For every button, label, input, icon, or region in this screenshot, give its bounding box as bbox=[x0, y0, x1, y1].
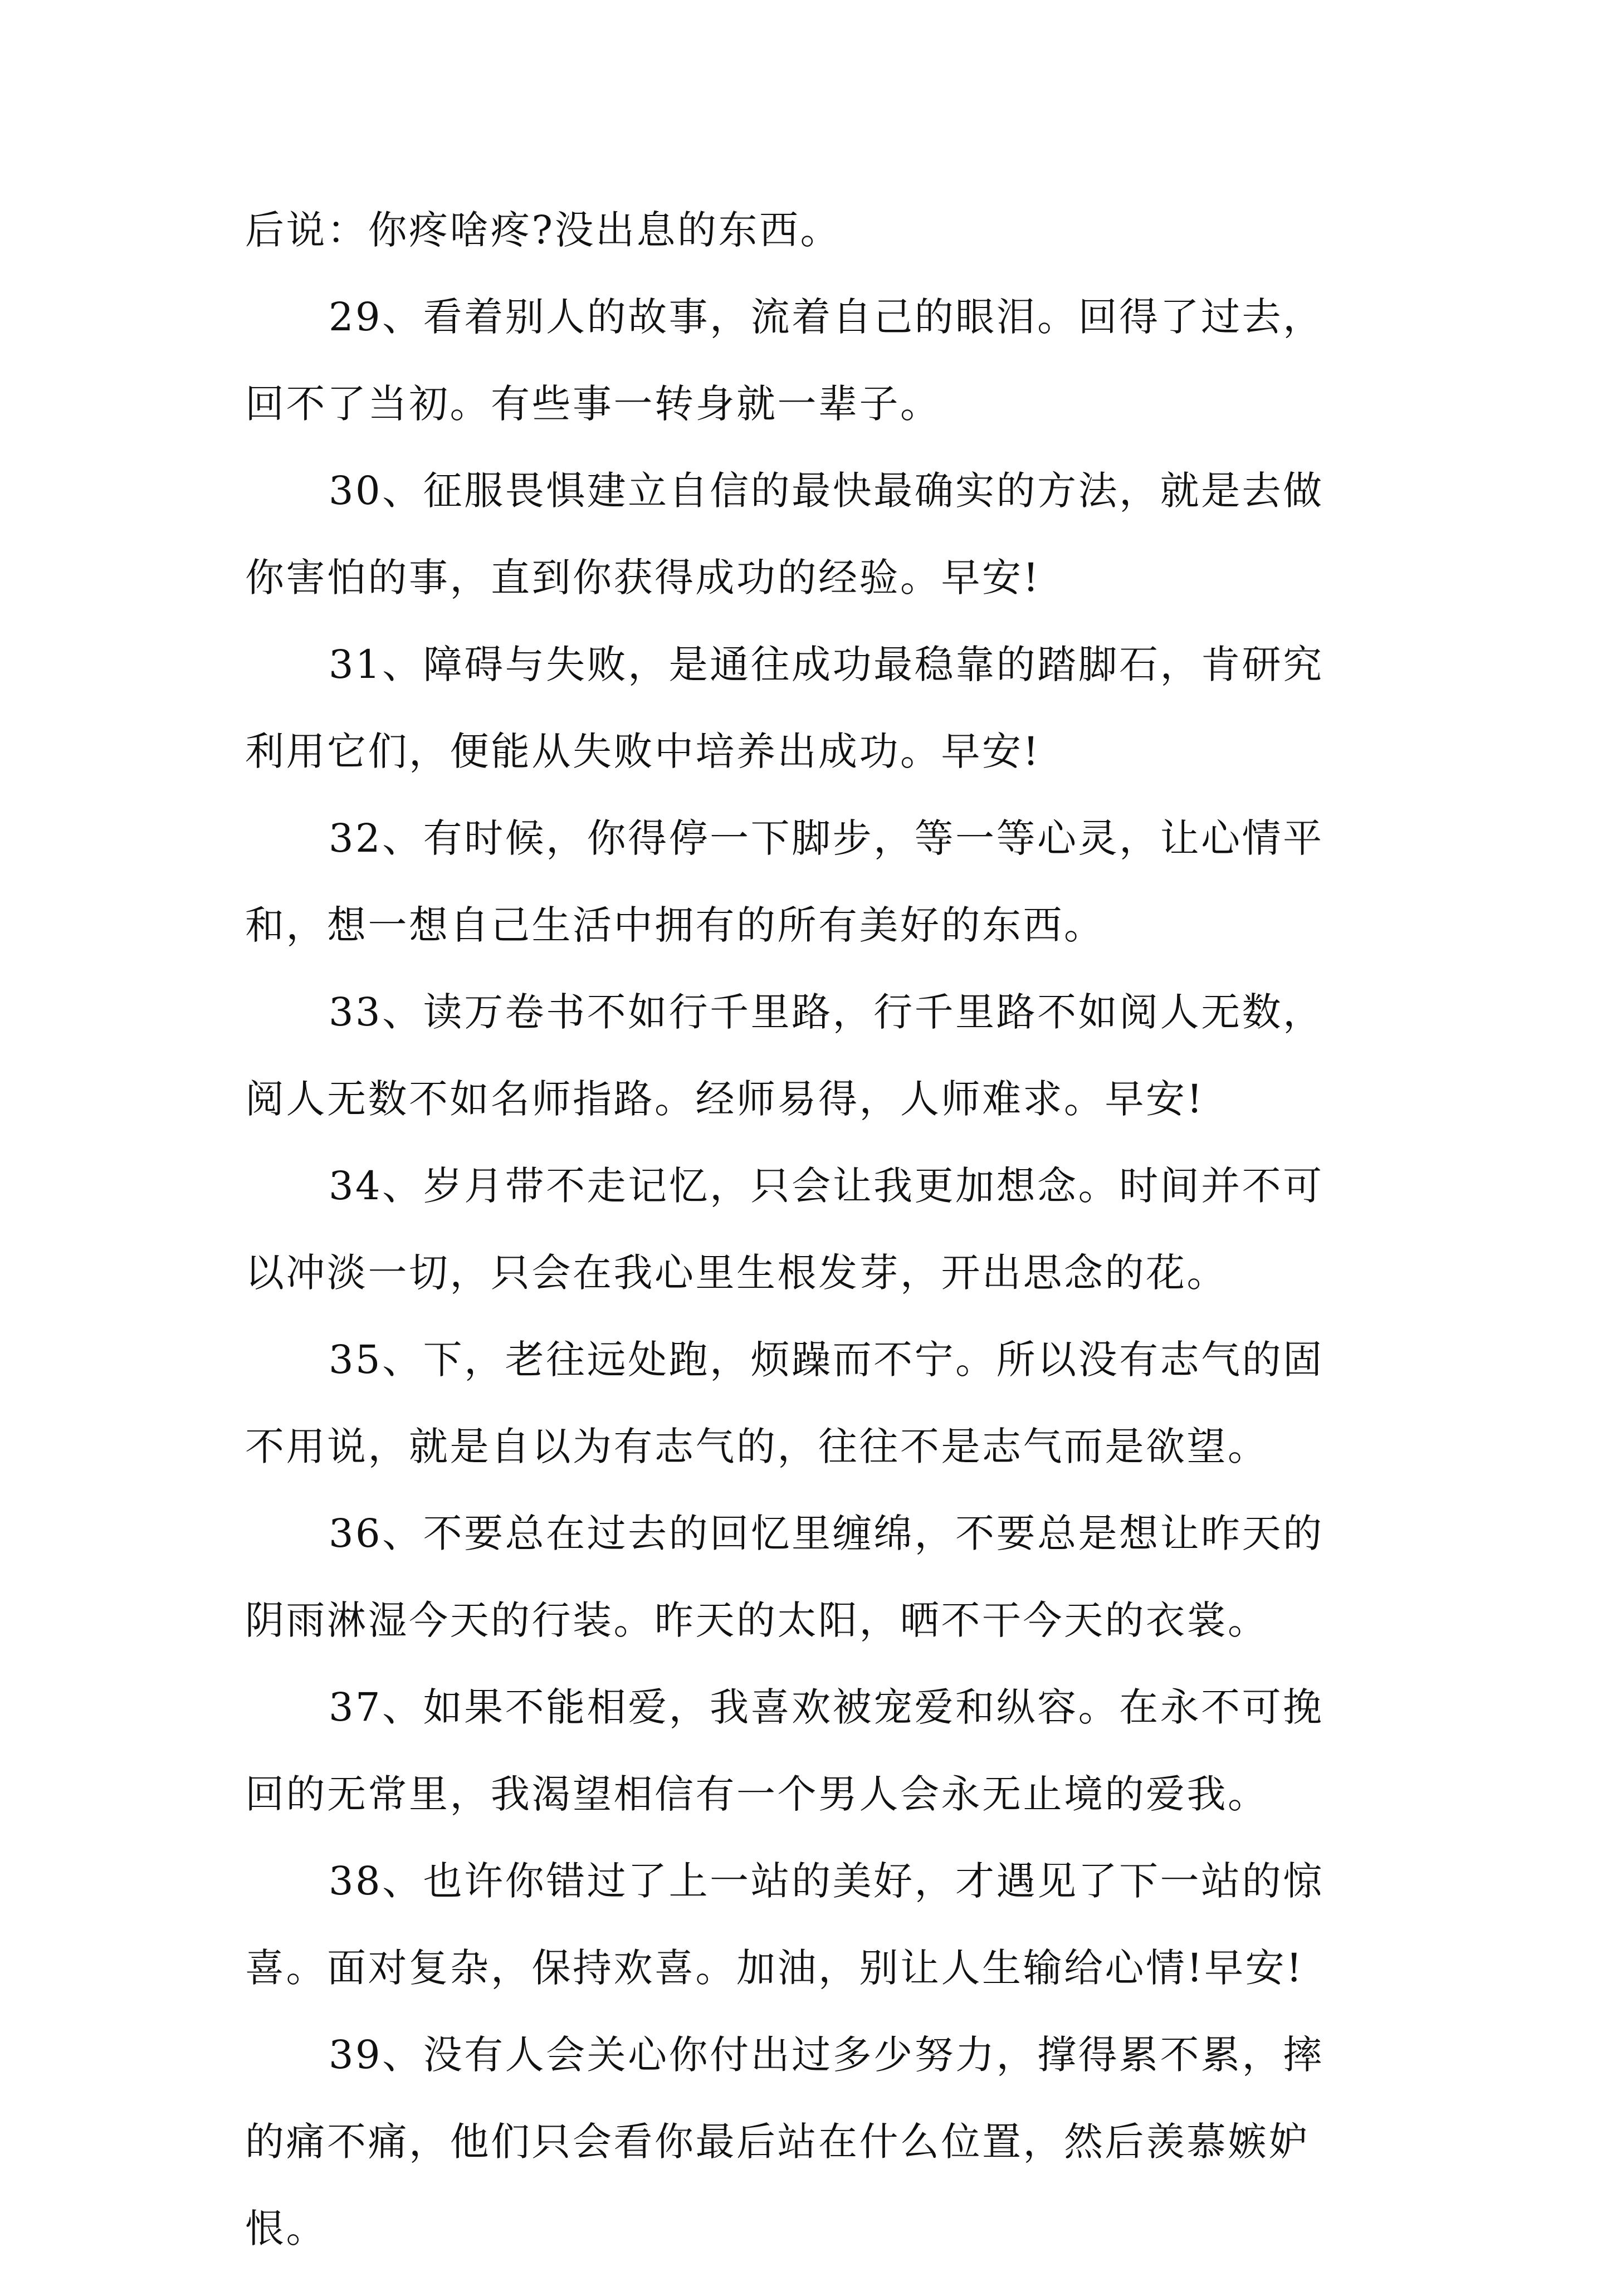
text-line: 利用它们，便能从失败中培养出成功。早安! bbox=[245, 729, 1041, 774]
text-line: 30、征服畏惧建立自信的最快最确实的方法，就是去做 bbox=[329, 468, 1324, 514]
text-line: 32、有时候，你得停一下脚步，等一等心灵，让心情平 bbox=[329, 815, 1324, 861]
text-line: 回的无常里，我渴望相信有一个男人会永无止境的爱我。 bbox=[245, 1771, 1269, 1817]
text-line: 31、障碍与失败，是通往成功最稳靠的踏脚石，肯研究 bbox=[329, 642, 1324, 687]
text-line: 39、没有人会关心你付出过多少努力，撑得累不累，摔 bbox=[329, 2032, 1324, 2078]
text-line: 后说：你疼啥疼?没出息的东西。 bbox=[245, 207, 842, 253]
text-line: 38、也许你错过了上一站的美好，才遇见了下一站的惊 bbox=[329, 1858, 1324, 1904]
text-line: 的痛不痛，他们只会看你最后站在什么位置，然后羡慕嫉妒 bbox=[245, 2119, 1310, 2165]
text-line: 33、读万卷书不如行千里路，行千里路不如阅人无数， bbox=[329, 989, 1324, 1035]
text-line: 以冲淡一切，只会在我心里生根发芽，开出思念的花。 bbox=[245, 1250, 1228, 1296]
text-line: 恨。 bbox=[245, 2206, 327, 2251]
text-line: 你害怕的事，直到你获得成功的经验。早安! bbox=[245, 555, 1041, 600]
text-line: 35、下，老往远处跑，烦躁而不宁。所以没有志气的固 bbox=[329, 1337, 1324, 1383]
text-line: 阅人无数不如名师指路。经师易得，人师难求。早安! bbox=[245, 1076, 1205, 1122]
text-line: 喜。面对复杂，保持欢喜。加油，别让人生输给心情!早安! bbox=[245, 1945, 1304, 1991]
text-line: 回不了当初。有些事一转身就一辈子。 bbox=[245, 381, 941, 427]
text-line: 36、不要总在过去的回忆里缠绵，不要总是想让昨天的 bbox=[329, 1511, 1324, 1556]
body-text bbox=[245, 207, 1376, 2296]
text-line: 34、岁月带不走记忆，只会让我更加想念。时间并不可 bbox=[329, 1163, 1324, 1209]
text-line: 阴雨淋湿今天的行装。昨天的太阳，晒不干今天的衣裳。 bbox=[245, 1598, 1269, 1643]
text-line: 不用说，就是自以为有志气的，往往不是志气而是欲望。 bbox=[245, 1424, 1269, 1469]
text-line: 29、看着别人的故事，流着自己的眼泪。回得了过去， bbox=[329, 294, 1324, 340]
text-line: 和，想一想自己生活中拥有的所有美好的东西。 bbox=[245, 902, 1105, 948]
text-line: 37、如果不能相爱，我喜欢被宠爱和纵容。在永不可挽 bbox=[329, 1684, 1324, 1730]
